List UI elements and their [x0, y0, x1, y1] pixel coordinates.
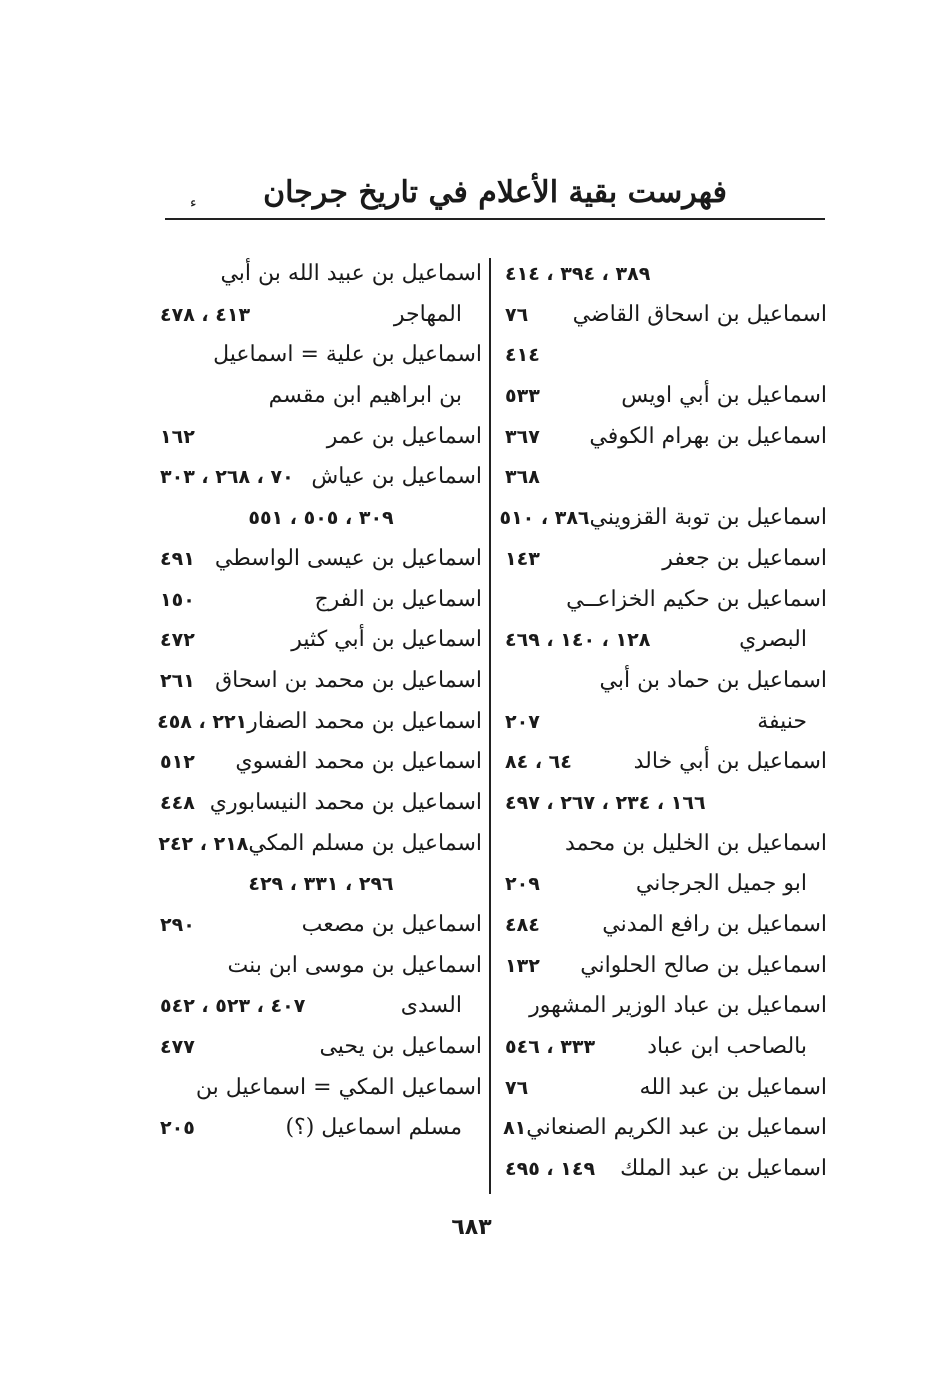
- index-entry: [160, 661, 482, 702]
- entry-pages: ١٦٢: [160, 425, 195, 448]
- entry-name: اسماعيل بن محمد الفسوي: [235, 749, 482, 775]
- index-entry: [160, 1068, 482, 1109]
- index-entry: [505, 946, 827, 987]
- index-entry: [160, 1027, 482, 1068]
- entry-pages: ٣٦٨: [505, 466, 540, 489]
- index-entry: [160, 824, 482, 865]
- index-entry: [505, 620, 827, 661]
- index-entry: [160, 620, 482, 661]
- entry-pages: ٤٨٤: [505, 914, 540, 936]
- entry-name: حنيفة: [757, 708, 807, 734]
- entry-pages: ١٣٢: [505, 954, 540, 977]
- index-entry: [160, 295, 482, 336]
- entry-name: اسماعيل بن عيسى الواسطي: [214, 545, 482, 571]
- index-entry: [160, 783, 482, 824]
- index-entry: [505, 864, 827, 905]
- entry-name: اسماعيل بن علية = اسماعيل: [213, 342, 482, 368]
- index-entry: [505, 742, 827, 783]
- index-entry: [160, 986, 482, 1027]
- entry-pages: ٢٦١: [160, 669, 195, 692]
- margin-mark: ء: [190, 195, 197, 211]
- entry-pages: ٨١: [503, 1117, 527, 1140]
- entry-name: اسماعيل المكي = اسماعيل بن: [195, 1074, 482, 1100]
- index-entry: [505, 702, 827, 743]
- index-entry: [160, 742, 482, 783]
- entry-pages: ١٤٣: [505, 547, 540, 570]
- entry-pages: ٥١٢: [160, 751, 195, 774]
- entry-name: السدى: [400, 993, 462, 1019]
- entry-name: اسماعيل بن محمد بن اسحاق: [215, 667, 482, 693]
- index-entry: [160, 905, 482, 946]
- index-entry: [505, 457, 827, 498]
- entry-name: اسماعيل بن جعفر: [662, 545, 827, 571]
- entry-pages: ٤٠٧ ، ٥٢٣ ، ٥٤٢: [160, 995, 306, 1018]
- index-entry: [505, 580, 827, 621]
- index-entry: [157, 702, 482, 743]
- index-column-left: [157, 254, 482, 1149]
- entry-name: اسماعيل بن موسى ابن بنت: [227, 952, 482, 978]
- index-entry: [160, 864, 482, 905]
- entry-name: اسماعيل بن عبد الكريم الصنعاني: [526, 1115, 827, 1141]
- entry-name: اسماعيل بن أبي كثير: [291, 627, 482, 653]
- entry-name: اسماعيل بن عياش: [311, 464, 482, 490]
- index-entry: [505, 417, 827, 458]
- entry-pages: ٣٣٣ ، ٥٤٦: [505, 1036, 596, 1059]
- entry-name: اسماعيل بن صالح الحلواني: [580, 952, 827, 978]
- index-entry: [505, 1068, 827, 1109]
- header-rule: [165, 218, 825, 220]
- index-entry: [505, 905, 827, 946]
- entry-pages: ٤٧٢: [160, 629, 195, 652]
- entry-pages: ٤٩١: [160, 547, 195, 570]
- entry-name: مسلم اسماعيل (؟): [285, 1115, 462, 1141]
- entry-name: اسماعيل بن اسحاق القاضي: [572, 301, 827, 327]
- index-entry: [160, 580, 482, 621]
- index-entry: [160, 335, 482, 376]
- index-entry: [160, 457, 482, 498]
- index-entry: [505, 1108, 827, 1149]
- entry-pages: ٢٢١ ، ٤٥٨: [157, 710, 248, 733]
- entry-name: اسماعيل بن أبي خالد: [633, 749, 827, 775]
- entry-pages: ٢٠٥: [160, 1117, 195, 1140]
- entry-name: اسماعيل بن محمد النيسابوري: [209, 789, 482, 815]
- index-entry: [160, 498, 482, 539]
- entry-pages: ٣٦٧: [505, 425, 540, 448]
- index-entry: [505, 295, 827, 336]
- entry-pages: ٧٠ ، ٢٦٨ ، ٣٠٣: [160, 466, 294, 489]
- entry-pages: ٤١٤: [505, 344, 540, 367]
- entry-name: اسماعيل بن مصعب: [301, 912, 482, 937]
- entry-name: اسماعيل بن رافع المدني: [602, 912, 827, 937]
- index-entry: [160, 254, 482, 295]
- entry-pages: ٣٨٩ ، ٣٩٤ ، ٤١٤: [505, 263, 651, 285]
- entry-name: اسماعيل بن يحيى: [319, 1034, 482, 1060]
- entry-pages: ٣٨٦ ، ٥١٠: [499, 507, 590, 530]
- index-entry: [505, 661, 827, 702]
- entry-name: ابو جميل الجرجاني: [635, 871, 807, 897]
- index-entry: [505, 254, 827, 295]
- index-entry: [160, 376, 482, 417]
- entry-name: اسماعيل بن حماد بن أبي: [599, 667, 827, 693]
- entry-name: اسماعيل بن الخليل بن محمد: [565, 830, 827, 856]
- entry-name: اسماعيل بن عمر: [326, 423, 482, 449]
- index-entry: [160, 417, 482, 458]
- entry-pages: ١٤٩ ، ٤٩٥: [505, 1158, 596, 1181]
- index-column-right: [499, 254, 827, 1190]
- index-entry: [160, 539, 482, 580]
- index-entry: [160, 946, 482, 987]
- entry-name: اسماعيل بن عبد الله: [639, 1074, 827, 1100]
- entry-name: اسماعيل بن عبيد الله بن أبي: [220, 261, 482, 286]
- entry-name: اسماعيل بن محمد الصفار: [247, 708, 482, 734]
- entry-pages: ١٦٦ ، ٢٣٤ ، ٢٦٧ ، ٤٩٧: [505, 791, 706, 814]
- entry-pages: ٢٩٠: [160, 914, 195, 936]
- index-entry: [505, 539, 827, 580]
- entry-name: البصري: [739, 627, 807, 653]
- index-entry: [499, 498, 827, 539]
- entry-name: اسماعيل بن عبد الملك: [620, 1156, 827, 1182]
- entry-pages: ٤٧٧: [160, 1036, 195, 1059]
- index-entry: [505, 1027, 827, 1068]
- index-entry: [505, 986, 827, 1027]
- entry-pages: ٣٠٩ ، ٥٠٥ ، ٥٥١: [248, 507, 394, 530]
- index-entry: [505, 783, 827, 824]
- column-divider: [489, 258, 491, 1194]
- entry-pages: ٤١٣ ، ٤٧٨: [160, 303, 251, 326]
- entry-name: اسماعيل بن حكيم الخزاعــي: [566, 586, 827, 612]
- entry-name: اسماعيل بن الفرج: [314, 586, 482, 612]
- entry-pages: ٢٠٧: [505, 710, 540, 733]
- entry-pages: ١٢٨ ، ١٤٠ ، ٤٦٩: [505, 629, 651, 652]
- index-entry: [505, 1149, 827, 1190]
- page-number: ٦٨٣: [451, 1215, 492, 1240]
- entry-pages: ٧٦: [505, 1076, 529, 1099]
- index-entry: [505, 824, 827, 865]
- entry-name: اسماعيل بن توبة القزويني: [589, 505, 827, 531]
- entry-pages: ٥٣٣: [505, 385, 540, 408]
- index-entry: [505, 376, 827, 417]
- entry-name: اسماعيل بن بهرام الكوفي: [589, 423, 827, 449]
- entry-name: بن ابراهيم ابن مقسم: [268, 383, 462, 409]
- entry-pages: ٢٠٩: [505, 873, 540, 896]
- entry-pages: ٢١٨ ، ٢٤٢: [158, 832, 249, 855]
- entry-name: اسماعيل بن أبي اويس: [621, 383, 827, 409]
- entry-pages: ٢٩٦ ، ٣٣١ ، ٤٢٩: [248, 873, 394, 896]
- entry-pages: ٦٤ ، ٨٤: [505, 751, 572, 774]
- entry-name: المهاجر: [393, 301, 462, 327]
- entry-name: بالصاحب ابن عباد: [647, 1034, 807, 1060]
- entry-pages: ١٥٠: [160, 588, 195, 611]
- entry-pages: ٤٤٨: [160, 791, 195, 814]
- page-title: فهرست بقية الأعلام في تاريخ جرجان: [263, 175, 727, 210]
- entry-pages: ٧٦: [505, 303, 529, 326]
- index-entry: [160, 1108, 482, 1149]
- entry-name: اسماعيل بن مسلم المكي: [248, 830, 482, 856]
- entry-name: اسماعيل بن عباد الوزير المشهور: [529, 993, 827, 1019]
- index-entry: [505, 335, 827, 376]
